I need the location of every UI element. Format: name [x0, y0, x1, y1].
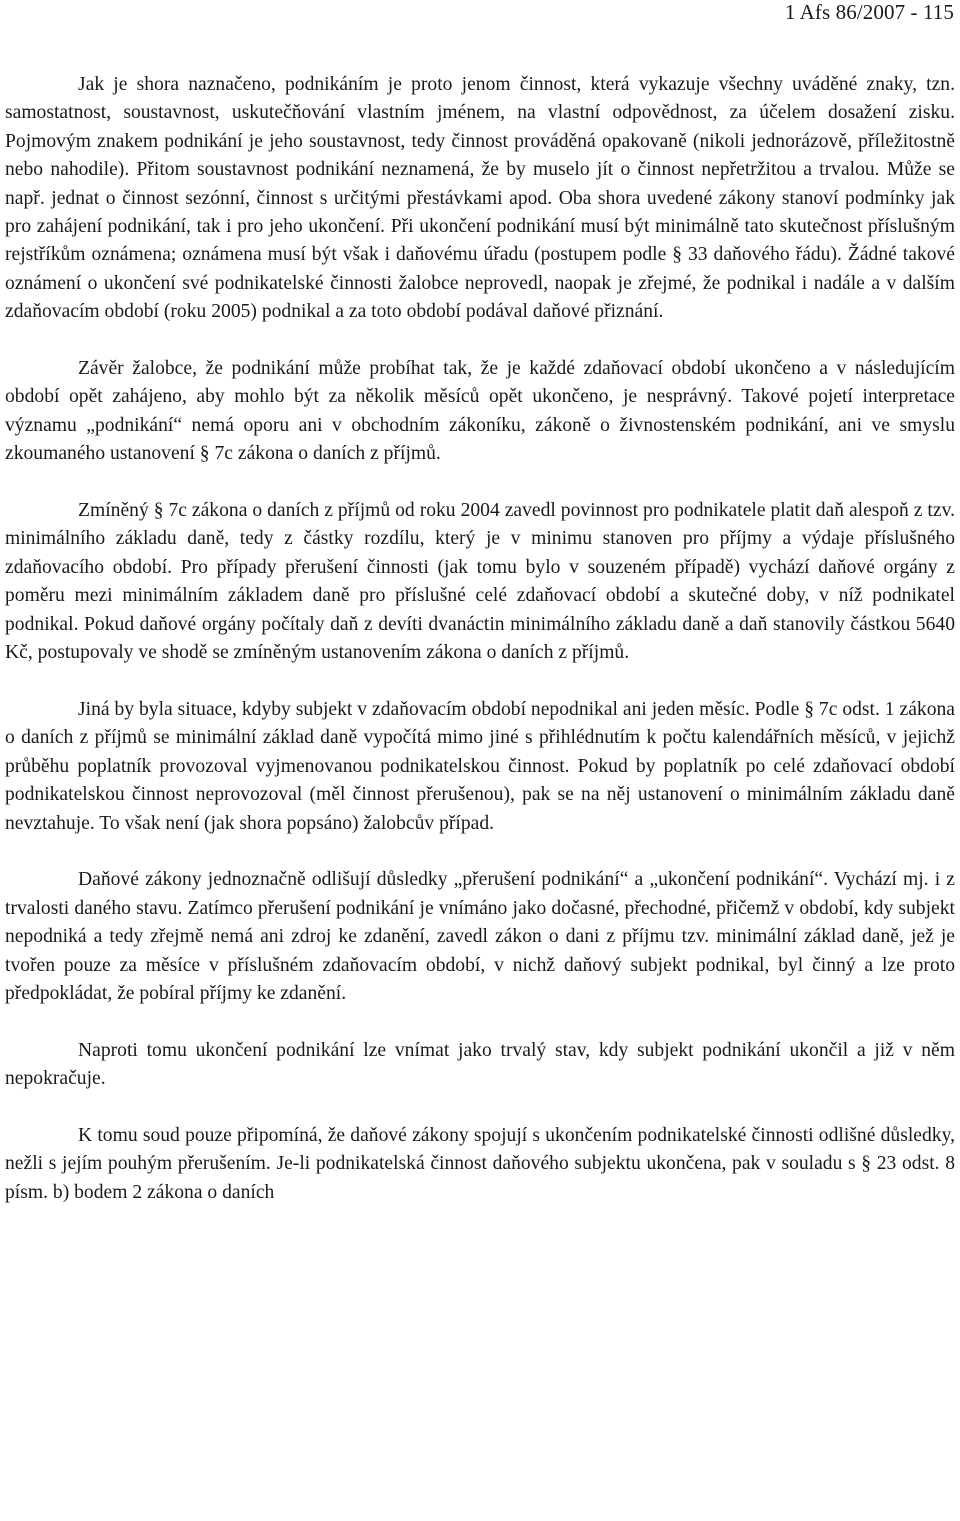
paragraph-2: Závěr žalobce, že podnikání může probíhat tak, že je každé zdaňovací období ukončeno a v následujícím období opět zahájeno, aby mohlo být za několik měsíců opět ukončeno, je nesprávný. Takové pojetí interpretace významu „podnikání“ nemá oporu ani v obchodním zákoníku, zákoně o živnostenském podnikání, ani ve smyslu zkoumaného ustanovení § 7c zákona o daních z příjmů. — [5, 358, 955, 465]
paragraph-4: Jiná by byla situace, kdyby subjekt v zdaňovacím období nepodnikal ani jeden měsíc. Podle § 7c odst. 1 zákona o daních z příjmů se minimální základ daně vypočítá mimo jiné s přihlédnutím k počtu kalendářních měsíců, v jejichž průběhu poplatník provozoval vyjmenovanou podnikatelskou činnost. Pokud by poplatník po celé zdaňovací období podnikatelskou činnost neprovozoval (měl činnost přerušenou), pak se na něj ustanovení o minimálním základu daně nevztahuje. To však není (jak shora popsáno) žalobcův případ. — [5, 698, 955, 834]
document-body — [5, 71, 955, 1207]
paragraph-6: Naproti tomu ukončení podnikání lze vnímat jako trvalý stav, kdy subjekt podnikání ukončil a již v něm nepokračuje. — [5, 1039, 955, 1090]
paragraph-5: Daňové zákony jednoznačně odlišují důsledky „přerušení podnikání“ a „ukončení podnikání“. Vychází mj. i z trvalosti daného stavu. Zatímco přerušení podnikání je vnímáno jako dočasné, přechodné, přičemž v období, kdy subjekt nepodniká a tedy zřejmě nemá ani zdroj ke zdanění, zavedl zákon o dani z příjmu tzv. minimální základ daně, jež je tvořen pouze za měsíce v příslušném zdaňovacím období, v nichž daňový subjekt podnikal, byl činný a lze proto předpokládat, že pobíral příjmy ke zdanění. — [5, 869, 955, 1004]
page-header-reference: 1 Afs 86/2007 - 115 — [784, 0, 954, 24]
paragraph-7: K tomu soud pouze připomíná, že daňové zákony spojují s ukončením podnikatelské činnosti odlišné důsledky, nežli s jejím pouhým přerušením. Je-li podnikatelská činnost daňového subjektu ukončena, pak v souladu s § 23 odst. 8 písm. b) bodem 2 zákona o daních — [5, 1124, 955, 1203]
paragraph-1: Jak je shora naznačeno, podnikáním je proto jenom činnost, která vykazuje všechny uváděné znaky, tzn. samostatnost, soustavnost, uskutečňování vlastním jménem, na vlastní odpovědnost, za účelem dosažení zisku. Pojmovým znakem podnikání je jeho soustavnost, tedy činnost prováděná opakovaně (nikoli jednorázově, příležitostně nebo nahodile). Přitom soustavnost podnikání neznamená, že by muselo jít o činnost nepřetržitou a trvalou. Může se např. jednat o činnost sezónní, činnost s určitými přestávkami apod. Oba shora uvedené zákony stanoví podmínky jak pro zahájení podnikání, tak i pro jeho ukončení. Při ukončení podnikání musí být minimálně tato skutečnost příslušným rejstříkům oznámena; oznámena musí být však i daňovému úřadu (postupem podle § 33 daňového řádu). Žádné takové oznámení o ukončení své podnikatelské činnosti žalobce neprovedl, naopak je zřejmé, že podnikal i nadále a v dalším zdaňovacím období (roku 2005) podnikal a za toto období podával daňové přiznání. — [5, 74, 955, 323]
paragraph-3: Zmíněný § 7c zákona o daních z příjmů od roku 2004 zavedl povinnost pro podnikatele platit daň alespoň z tzv. minimálního základu daně, tedy z částky rozdílu, který je v minimu stanoven pro příjmy a výdaje příslušného zdaňovacího období. Pro případy přerušení činnosti (jak tomu bylo v souzeném případě) vychází daňové orgány z poměru mezi minimálním základem daně pro příslušné celé zdaňovací období a skutečné doby, v níž podnikatel podnikal. Pokud daňové orgány počítaly daň z devíti dvanáctin minimálního základu daně a daň stanovily částkou 5640 Kč, postupovaly ve shodě se zmíněným ustanovením zákona o daních z příjmů. — [5, 500, 955, 664]
